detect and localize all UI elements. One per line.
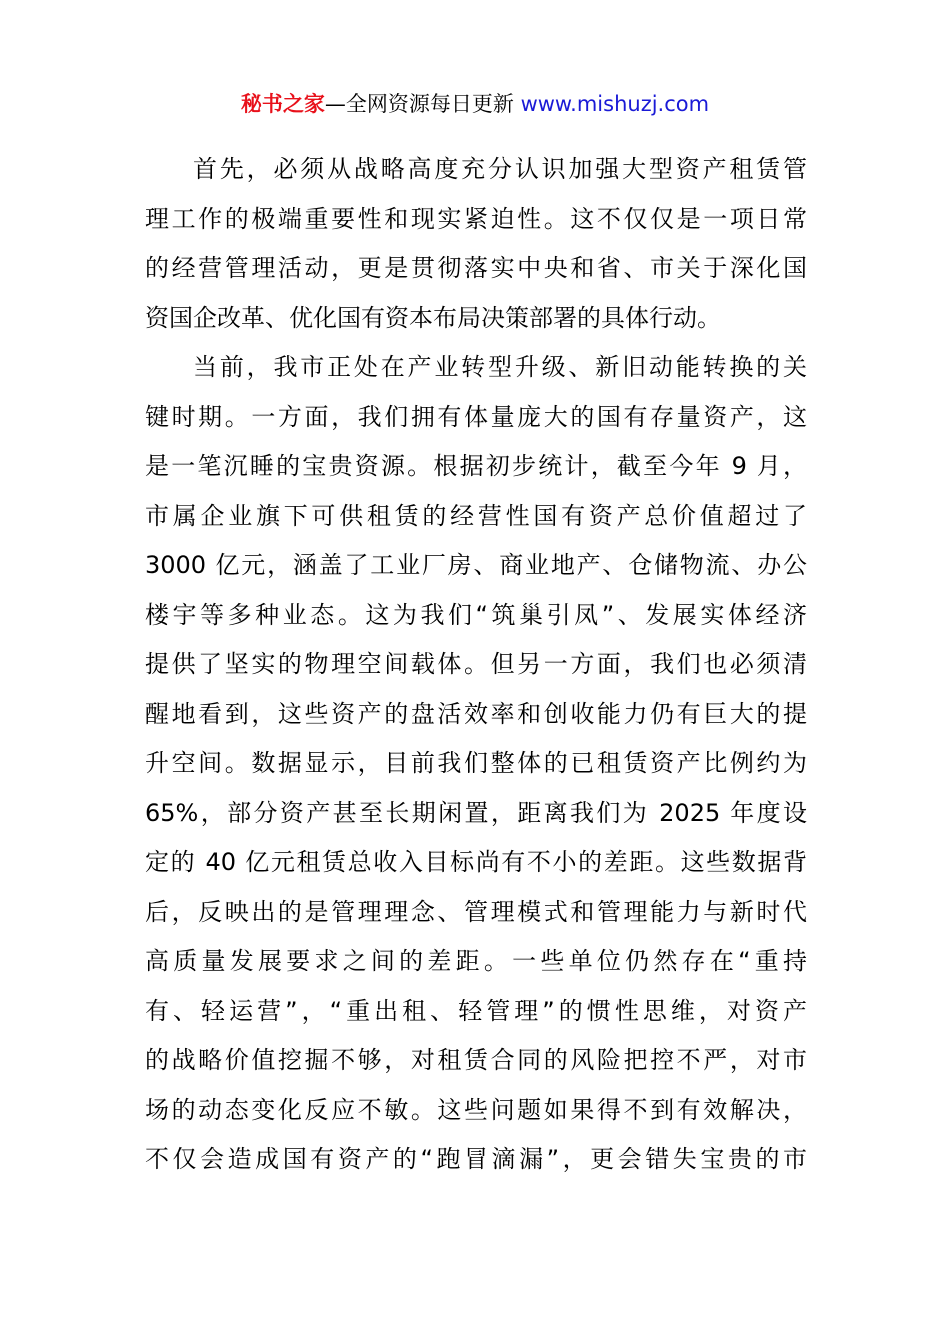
paragraph-1-line-3: 的经营管理活动，更是贯彻落实中央和省、市关于深化国 — [145, 254, 807, 282]
paragraph-2-line-11: 定的 40 亿元租赁总收入目标尚有不小的差距。这些数据背 — [145, 848, 807, 876]
paragraph-2-line-10: 65%，部分资产甚至长期闲置，距离我们为 2025 年度设 — [145, 798, 807, 827]
paragraph-2-line-7: 提供了坚实的物理空间载体。但另一方面，我们也必须清 — [145, 650, 807, 678]
paragraph-2-line-3: 是一笔沉睡的宝贵资源。根据初步统计，截至今年 9 月， — [145, 452, 807, 480]
paragraph-2-line-5: 3000 亿元，涵盖了工业厂房、商业地产、仓储物流、办公 — [145, 551, 807, 579]
paragraph-2-line-17: 不仅会造成国有资产的“跑冒滴漏”，更会错失宝贵的市 — [145, 1145, 807, 1173]
paragraph-2-line-2: 键时期。一方面，我们拥有体量庞大的国有存量资产，这 — [145, 402, 807, 431]
paragraph-2-line-16: 场的动态变化反应不敏。这些问题如果得不到有效解决， — [145, 1095, 807, 1124]
paragraph-2-line-14: 有、轻运营”，“重出租、轻管理”的惯性思维，对资产 — [145, 996, 807, 1025]
paragraph-2-line-12: 后，反映出的是管理理念、管理模式和管理能力与新时代 — [145, 897, 807, 926]
document-body — [145, 145, 807, 1185]
header-slogan: —全网资源每日更新 — [324, 92, 514, 116]
paragraph-2-line-8: 醒地看到，这些资产的盘活效率和创收能力仍有巨大的提 — [145, 699, 807, 728]
paragraph-2-line-6: 楼宇等多种业态。这为我们“筑巢引凤”、发展实体经济 — [145, 600, 807, 629]
paragraph-2-line-13: 高质量发展要求之间的差距。一些单位仍然存在“重持 — [145, 947, 807, 975]
paragraph-1-line-4: 资国企改革、优化国有资本布局决策部署的具体行动。 — [145, 303, 721, 332]
brand-name: 秘书之家 — [240, 92, 325, 116]
site-url-link[interactable]: www.mishuzj.com — [520, 92, 710, 116]
paragraph-2-line-4: 市属企业旗下可供租赁的经营性国有资产总价值超过了 — [145, 501, 807, 530]
paragraph-2-line-9: 升空间。数据显示，目前我们整体的已租赁资产比例约为 — [145, 749, 807, 777]
site-header — [0, 88, 950, 120]
paragraph-1-line-1: 首先，必须从战略高度充分认识加强大型资产租赁管 — [193, 155, 807, 183]
paragraph-2-line-15: 的战略价值挖掘不够，对租赁合同的风险把控不严，对市 — [145, 1046, 807, 1074]
paragraph-2-line-1: 当前，我市正处在产业转型升级、新旧动能转换的关 — [193, 353, 807, 381]
paragraph-1-line-2: 理工作的极端重要性和现实紧迫性。这不仅仅是一项日常 — [145, 204, 807, 233]
